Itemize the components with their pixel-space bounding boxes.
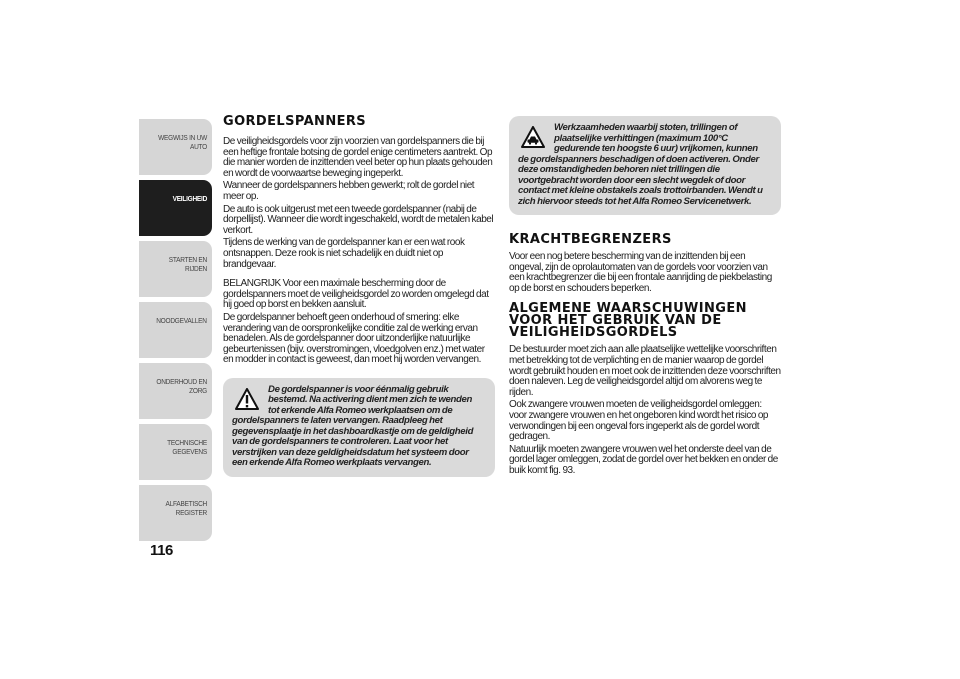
paragraph: De bestuurder moet zich aan alle plaatselijke wettelijke voorschriften met betrekking tot de verplichting en de manier waarop de gordel wordt gebruikt houden en moet ook de inzittenden deze voorschriften doen naleven. Leg de veiligheidsgordel altijd om alvorens weg te rijden. (509, 344, 781, 398)
tab-label: NOODGEVALLEN (156, 316, 207, 325)
paragraph: Wanneer de gordelspanners hebben gewerkt; rolt de gordel niet meer op. (223, 180, 475, 202)
paragraph: Natuurlijk moeten zwangere vrouwen wel het onderste deel van de gordel lager omleggen, zodat de gordel over het bekken en onder de buik komt fig. 93. (509, 443, 778, 476)
tab-starten-en-rijden[interactable] (139, 241, 212, 297)
tab-wegwijs-in-uw-auto[interactable] (139, 119, 212, 175)
section-heading-algemene-waarschuwingen: ALGEMENE WAARSCHUWINGEN VOOR HET GEBRUIK VAN DE VEILIGHEIDSGORDELS (509, 301, 747, 341)
tab-alfabetisch-register[interactable] (139, 485, 212, 541)
paragraph: Ook zwangere vrouwen moeten de veiligheidsgordel omleggen: voor zwangere vrouwen en het ongeboren kind wordt het risico op verwondingen bij een ongeval fors ingeperkt als de gordel wordt gedragen. (509, 399, 769, 443)
tab-label: TECHNISCHE GEGEVENS (167, 438, 207, 456)
page-number: 116 (150, 542, 173, 559)
paragraph: De auto is ook uitgerust met een tweede gordelspanner (nabij de dorpellijst). Wanneer die wordt ingeschakeld, wordt de metalen kabel verkort. (223, 203, 494, 236)
tab-noodgevallen[interactable] (139, 302, 212, 358)
paragraph: De gordelspanner behoeft geen onderhoud of smering: elke verandering van de oorspronkelijke conditie zal de werking ervan benadelen. Als de gordelspanner door uitzonderlijke natuurlijke gebeurtenissen (bijv. overstromingen, vloedgolven enz.) met water en modder in contact is geweest, dan moet hij worden vervangen. (223, 311, 485, 366)
paragraph: Tijdens de werking van de gordelspanner kan er een wat rook ontsnappen. Deze rook is niet schadelijk en duidt niet op brandgevaar. (223, 237, 465, 270)
paragraph-belangrijk: BELANGRIJK Voor een maximale bescherming door de gordelspanners moet de veiligheidsgordel zo worden omgelegd dat hij goed op borst en bekken aansluit. (223, 278, 489, 311)
right-column (509, 112, 781, 479)
paragraph: Voor een nog betere bescherming van de inzittenden bij een ongeval, zijn de oprolautomaten van de gordels voor voorzien van een krachtbegrenzer die bij een frontale aanrijding de piekbelasting op de borst en schouders beperken. (509, 251, 772, 294)
section-heading-krachtbegrenzers: KRACHTBEGRENZERS (509, 232, 672, 247)
tab-label: ALFABETISCH REGISTER (165, 499, 207, 517)
tab-label: VEILIGHEID (172, 194, 207, 203)
left-column (223, 112, 495, 477)
tab-label: ONDERHOUD EN ZORG (156, 377, 207, 395)
warning-triangle-icon (235, 388, 259, 410)
paragraph: De veiligheidsgordels voor zijn voorzien van gordelspanners die bij een heftige frontale botsing de gordel enige centimeters aantrekt. Op die manier worden de inzittenden veel beter op hun plaats gehouden en wordt de voorwaartse beweging ingeperkt. (223, 136, 493, 179)
tab-onderhoud-en-zorg[interactable] (139, 363, 212, 419)
tab-technische-gegevens[interactable] (139, 424, 212, 480)
section-heading-gordelspanners: GORDELSPANNERS (223, 114, 367, 129)
warning-text: De gordelspanner is voor éénmalig gebruik bestemd. Na activering dient men zich te wenden tot erkende Alfa Romeo werkplaatsen om de gordelspanners te laten vervangen. Raadpleeg het gegevensplaatje in het dashboardkastje om de geldigheid van de gordelspanners te controleren. Laat voor het verstrijken van deze geldigheidsdatum het systeem door een erkende Alfa Romeo werkplaats vervangen. (232, 383, 474, 469)
vehicle-warning-icon (521, 126, 545, 148)
warning-box (509, 116, 781, 215)
tab-label: STARTEN EN RIJDEN (168, 255, 207, 273)
warning-text: Werkzaamheden waarbij stoten, trillingen of plaatselijke verhittingen (maximum 100°C gedurende ten hoogste 6 uur) vrijkomen, kunnen de gordelspanners beschadigen of doen activeren. Onder deze omstandigheden behoren niet trillingen die voortgebracht worden door een slecht wegdek of door contact met kleine obstakels zoals trottoirbanden. Wendt u zich hiervoor steeds tot het Alfa Romeo Servicenetwerk. (518, 122, 763, 207)
tab-veiligheid[interactable] (139, 180, 212, 236)
tab-label: WEGWIJS IN UW AUTO (158, 133, 207, 151)
warning-box (223, 378, 495, 477)
